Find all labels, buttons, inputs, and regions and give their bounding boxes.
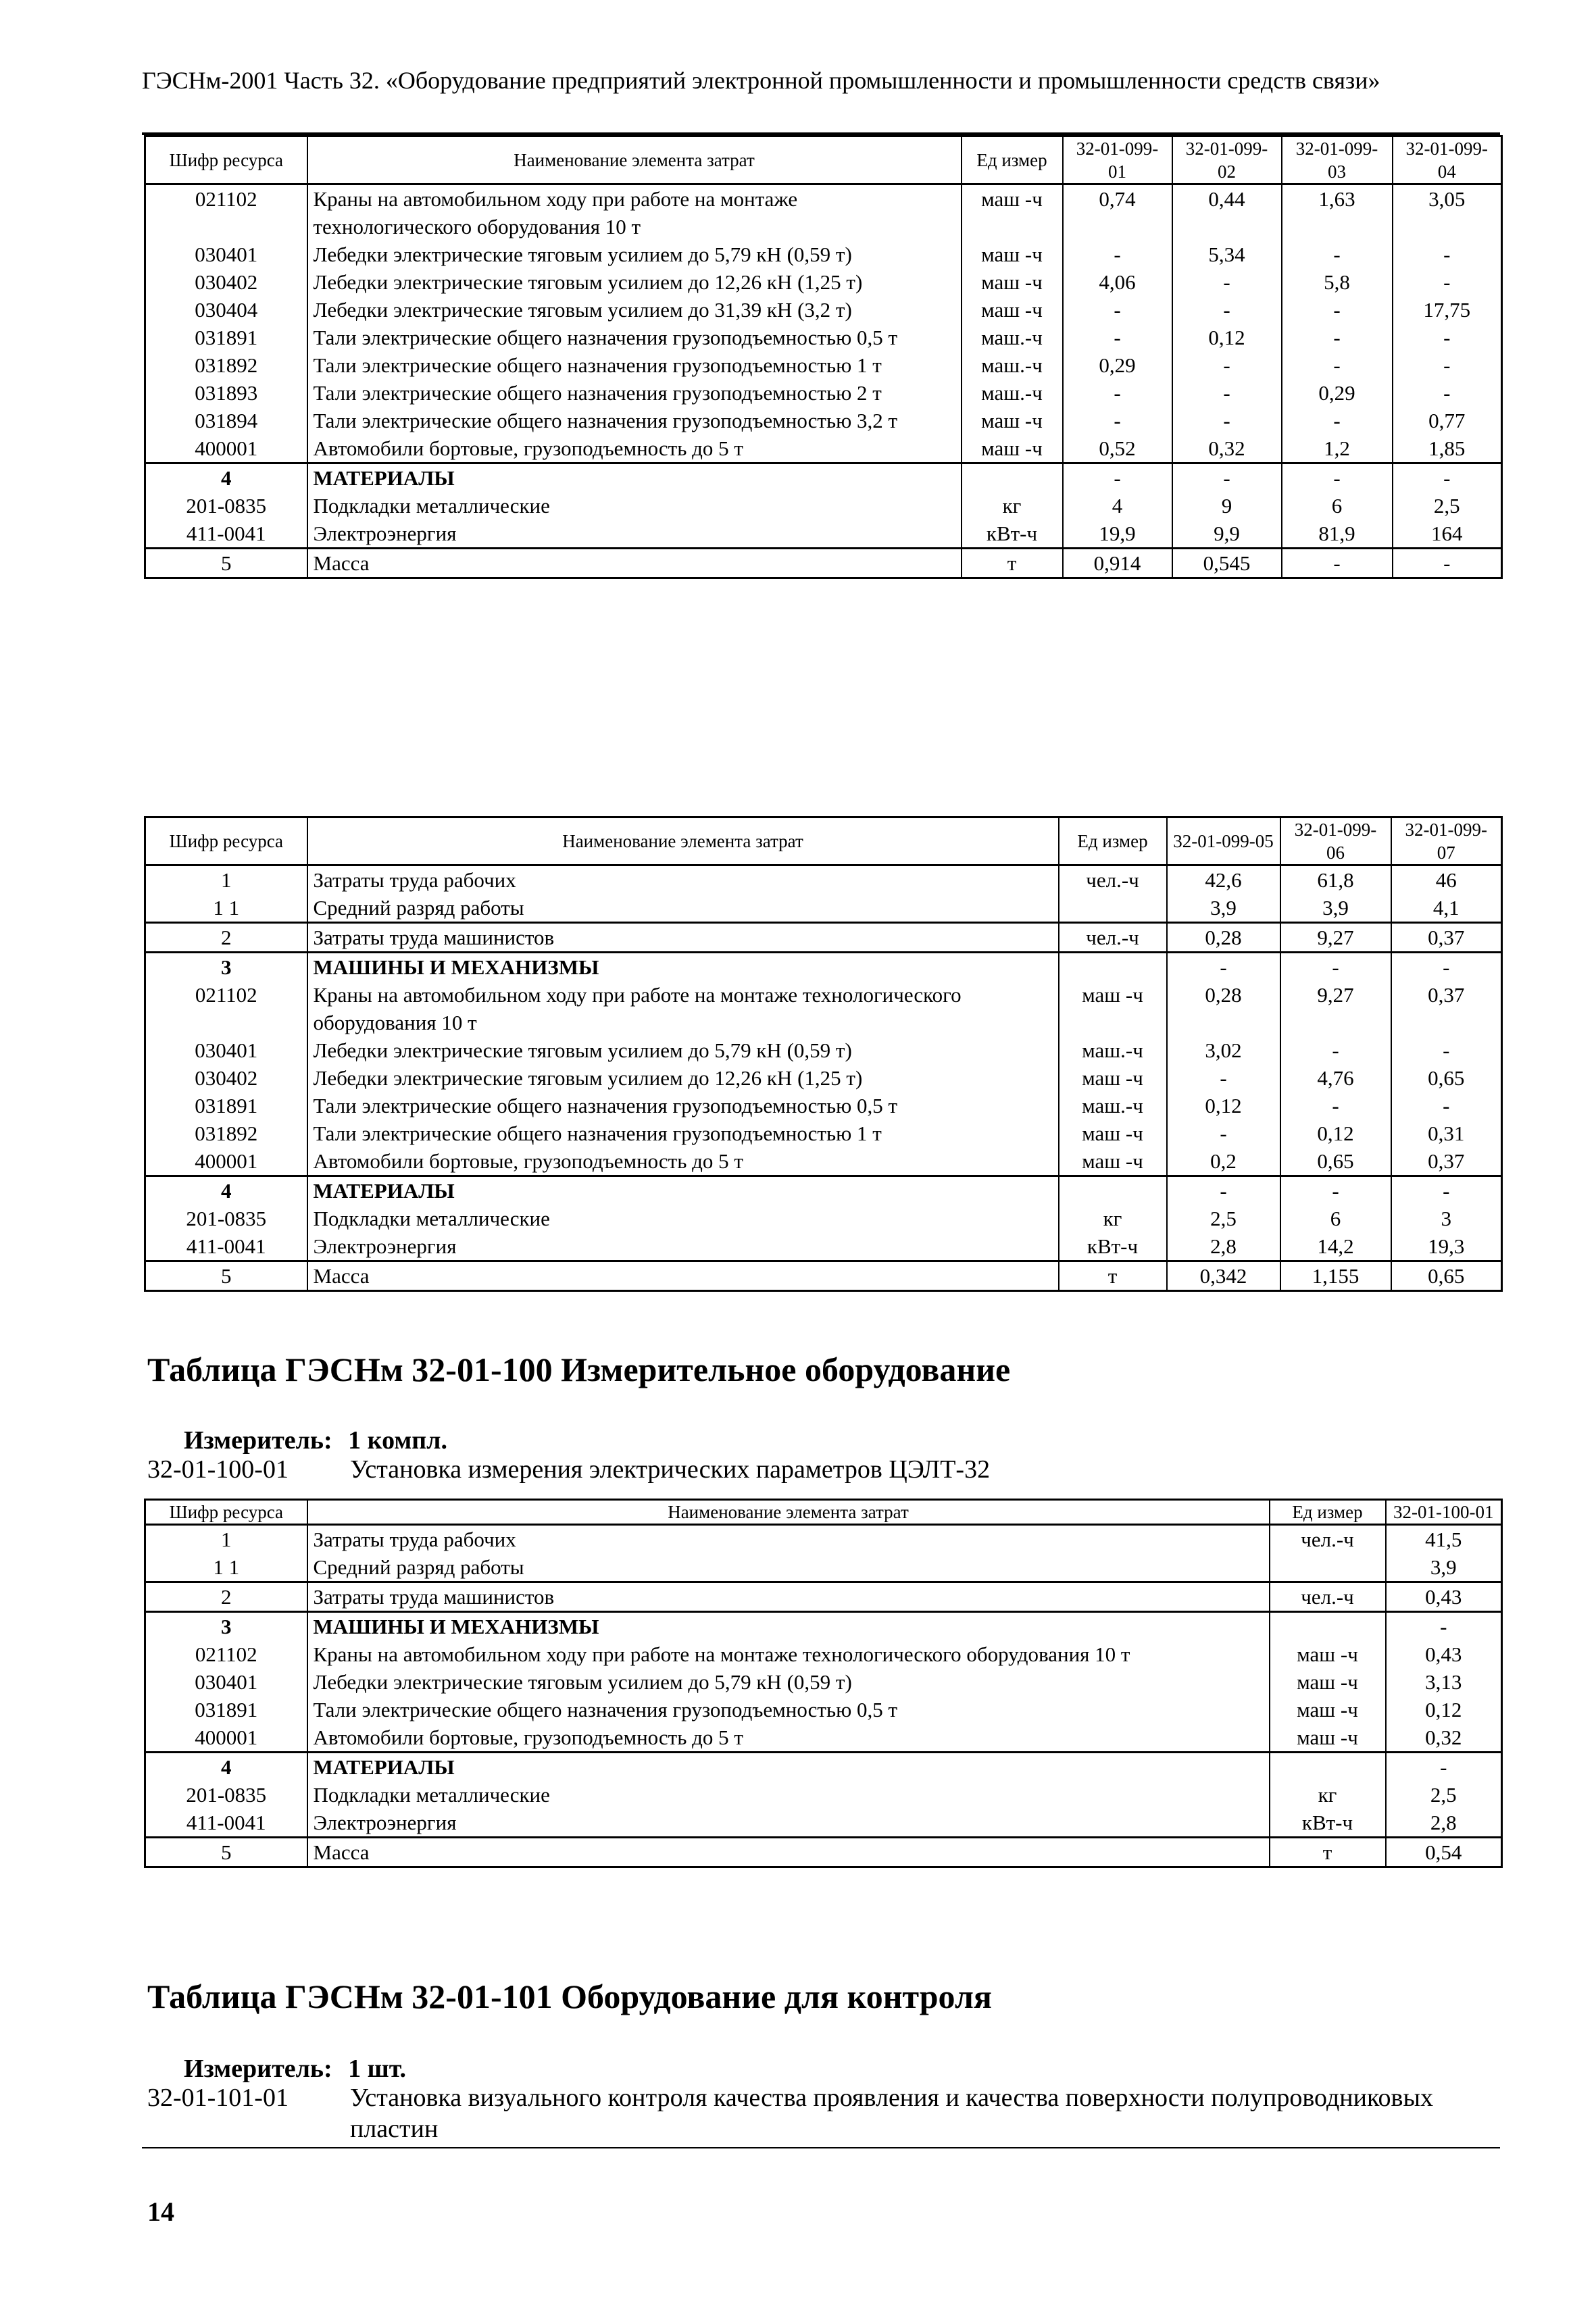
norm-value: 0,43 xyxy=(1386,1582,1502,1612)
column-header-norm: 32-01-099-07 xyxy=(1391,818,1502,865)
norm-value: 0,77 xyxy=(1393,407,1502,434)
norm-value: - xyxy=(1063,241,1172,268)
unit-cell: маш.-ч xyxy=(1059,1092,1167,1120)
resource-name: Затраты труда машинистов xyxy=(307,1582,1270,1612)
norm-value: - xyxy=(1172,351,1282,379)
unit-cell: маш -ч xyxy=(962,434,1063,463)
table-row xyxy=(145,1092,1502,1120)
unit-cell: маш -ч xyxy=(962,241,1063,268)
resource-code: 400001 xyxy=(145,1724,307,1753)
table-row xyxy=(145,324,1502,351)
page-number: 14 xyxy=(147,2196,174,2227)
unit-cell xyxy=(962,463,1063,493)
resource-code: 030402 xyxy=(145,268,307,296)
norm-value: - xyxy=(1282,549,1393,578)
table-row xyxy=(145,865,1502,895)
resource-name: Тали электрические общего назначения грузоподъемностью 0,5 т xyxy=(307,1092,1059,1120)
resource-code: 400001 xyxy=(145,434,307,463)
norm-value: 0,54 xyxy=(1386,1838,1502,1867)
norm-value: 1,85 xyxy=(1393,434,1502,463)
norm-value: 3,9 xyxy=(1167,894,1280,923)
table-row xyxy=(145,1696,1502,1724)
resource-table-100-01 xyxy=(144,1499,1503,1868)
column-header-norm: 32-01-099-02 xyxy=(1172,136,1282,184)
norm-value: - xyxy=(1393,463,1502,493)
unit-cell: маш -ч xyxy=(1270,1668,1386,1696)
unit-cell: т xyxy=(962,549,1063,578)
norm-value: 0,545 xyxy=(1172,549,1282,578)
unit-cell: кВт-ч xyxy=(1270,1809,1386,1838)
norm-value: - xyxy=(1172,379,1282,407)
table-row xyxy=(145,1205,1502,1232)
unit-cell: кг xyxy=(1270,1781,1386,1809)
resource-name: Тали электрические общего назначения грузоподъемностью 1 т xyxy=(307,351,962,379)
resource-code: 031891 xyxy=(145,324,307,351)
resource-code: 2 xyxy=(145,1582,307,1612)
resource-name: Электроэнергия xyxy=(307,520,962,549)
table-title-101: Таблица ГЭСНм 32-01-101 Оборудование для контроля xyxy=(147,1978,992,2015)
measure-value: 1 шт. xyxy=(348,2055,407,2083)
norm-value: 2,8 xyxy=(1386,1809,1502,1838)
unit-cell: т xyxy=(1270,1838,1386,1867)
table-title-100: Таблица ГЭСНм 32-01-100 Измерительное оборудование xyxy=(147,1351,1011,1388)
resource-name: Затраты труда машинистов xyxy=(307,923,1059,953)
norm-value: 6 xyxy=(1280,1205,1391,1232)
norm-value: - xyxy=(1393,549,1502,578)
measure-line-101 xyxy=(184,2054,406,2084)
norm-value: 3,13 xyxy=(1386,1668,1502,1696)
norm-value: - xyxy=(1167,1120,1280,1147)
resource-code: 031894 xyxy=(145,407,307,434)
norm-value: 3,9 xyxy=(1280,894,1391,923)
norm-value: 0,12 xyxy=(1280,1120,1391,1147)
unit-cell: чел.-ч xyxy=(1059,923,1167,953)
resource-code: 201-0835 xyxy=(145,1205,307,1232)
norm-value: 0,32 xyxy=(1172,434,1282,463)
table-row xyxy=(145,1668,1502,1696)
resource-name: Масса xyxy=(307,1261,1059,1291)
norm-value: 3,05 xyxy=(1393,184,1502,241)
unit-cell: маш.-ч xyxy=(962,351,1063,379)
unit-cell: т xyxy=(1059,1261,1167,1291)
table-row xyxy=(145,1036,1502,1064)
resource-name: Масса xyxy=(307,549,962,578)
resource-code: 030401 xyxy=(145,1036,307,1064)
norm-value: 4,76 xyxy=(1280,1064,1391,1092)
norm-value: - xyxy=(1172,463,1282,493)
resource-name: Краны на автомобильном ходу при работе на монтаже технологического оборудования 10 т xyxy=(307,1640,1270,1668)
norm-value: 0,74 xyxy=(1063,184,1172,241)
norm-value: 3 xyxy=(1391,1205,1502,1232)
resource-code: 030404 xyxy=(145,296,307,324)
resource-code: 021102 xyxy=(145,981,307,1036)
norm-value: 0,65 xyxy=(1391,1064,1502,1092)
norm-value: - xyxy=(1391,953,1502,982)
norm-value: 0,32 xyxy=(1386,1724,1502,1753)
resource-code: 2 xyxy=(145,923,307,953)
norm-value: 0,52 xyxy=(1063,434,1172,463)
resource-code: 030401 xyxy=(145,241,307,268)
column-header-norm: 32-01-099-04 xyxy=(1393,136,1502,184)
norm-value: 1,155 xyxy=(1280,1261,1391,1291)
unit-cell: кВт-ч xyxy=(1059,1232,1167,1261)
item-code: 32-01-101-01 xyxy=(147,2084,289,2112)
norm-value: 42,6 xyxy=(1167,865,1280,895)
resource-name: Тали электрические общего назначения грузоподъемностью 2 т xyxy=(307,379,962,407)
resource-code: 1 xyxy=(145,1525,307,1554)
norm-value: - xyxy=(1282,241,1393,268)
unit-cell: маш -ч xyxy=(1270,1696,1386,1724)
norm-value: 0,12 xyxy=(1167,1092,1280,1120)
norm-value: 2,5 xyxy=(1167,1205,1280,1232)
column-header-norm: 32-01-099-06 xyxy=(1280,818,1391,865)
norm-value: 2,5 xyxy=(1386,1781,1502,1809)
unit-cell: маш -ч xyxy=(1270,1640,1386,1668)
resource-code: 201-0835 xyxy=(145,1781,307,1809)
resource-code: 4 xyxy=(145,1176,307,1205)
table-row xyxy=(145,492,1502,520)
unit-cell: маш -ч xyxy=(962,407,1063,434)
unit-cell: кг xyxy=(1059,1205,1167,1232)
norm-value: - xyxy=(1280,953,1391,982)
norm-value: 1,2 xyxy=(1282,434,1393,463)
norm-value: - xyxy=(1393,268,1502,296)
norm-value: 164 xyxy=(1393,520,1502,549)
column-header-name: Наименование элемента затрат xyxy=(307,818,1059,865)
resource-code: 5 xyxy=(145,1838,307,1867)
resource-name: Тали электрические общего назначения грузоподъемностью 0,5 т xyxy=(307,1696,1270,1724)
resource-name: Краны на автомобильном ходу при работе на монтаже технологического оборудования 10 т xyxy=(307,184,962,241)
norm-value: - xyxy=(1393,351,1502,379)
norm-value: 0,28 xyxy=(1167,923,1280,953)
table-row xyxy=(145,981,1502,1036)
unit-cell: кВт-ч xyxy=(962,520,1063,549)
norm-value: 9 xyxy=(1172,492,1282,520)
norm-value: - xyxy=(1280,1036,1391,1064)
norm-value: - xyxy=(1386,1612,1502,1641)
table-row xyxy=(145,1582,1502,1612)
norm-value: 4 xyxy=(1063,492,1172,520)
norm-value: - xyxy=(1172,407,1282,434)
table-row xyxy=(145,184,1502,241)
norm-value: - xyxy=(1282,296,1393,324)
norm-value: 9,27 xyxy=(1280,981,1391,1036)
section-heading: МАТЕРИАЛЫ xyxy=(307,463,962,493)
resource-name: Затраты труда рабочих xyxy=(307,1525,1270,1554)
resource-code: 5 xyxy=(145,549,307,578)
resource-code: 201-0835 xyxy=(145,492,307,520)
norm-value: 0,65 xyxy=(1391,1261,1502,1291)
resource-code: 021102 xyxy=(145,1640,307,1668)
column-header-norm: 32-01-099-03 xyxy=(1282,136,1393,184)
norm-value: 0,44 xyxy=(1172,184,1282,241)
norm-value: 0,43 xyxy=(1386,1640,1502,1668)
norm-value: 19,3 xyxy=(1391,1232,1502,1261)
norm-value: 0,342 xyxy=(1167,1261,1280,1291)
resource-name: Тали электрические общего назначения грузоподъемностью 1 т xyxy=(307,1120,1059,1147)
unit-cell xyxy=(1270,1753,1386,1782)
column-header-code: Шифр ресурса xyxy=(145,818,307,865)
item-name: Установка измерения электрических параметров ЦЭЛТ-32 xyxy=(350,1455,991,1484)
table-row xyxy=(145,549,1502,578)
norm-value: 14,2 xyxy=(1280,1232,1391,1261)
resource-name: Средний разряд работы xyxy=(307,1553,1270,1582)
table-row xyxy=(145,1724,1502,1753)
resource-name: Подкладки металлические xyxy=(307,1205,1059,1232)
table-row xyxy=(145,1120,1502,1147)
norm-value: 0,12 xyxy=(1172,324,1282,351)
table-row xyxy=(145,1838,1502,1867)
table-row xyxy=(145,1640,1502,1668)
norm-value: - xyxy=(1063,296,1172,324)
norm-value: 46 xyxy=(1391,865,1502,895)
resource-name: Лебедки электрические тяговым усилием до 31,39 кН (3,2 т) xyxy=(307,296,962,324)
resource-name: Средний разряд работы xyxy=(307,894,1059,923)
norm-value: 1,63 xyxy=(1282,184,1393,241)
norm-value: 9,9 xyxy=(1172,520,1282,549)
norm-value: 9,27 xyxy=(1280,923,1391,953)
resource-code: 411-0041 xyxy=(145,520,307,549)
column-header-unit: Ед измер xyxy=(1270,1500,1386,1525)
norm-value: 0,65 xyxy=(1280,1147,1391,1176)
norm-value: 5,34 xyxy=(1172,241,1282,268)
unit-cell: маш -ч xyxy=(1059,1147,1167,1176)
resource-name: Лебедки электрические тяговым усилием до 5,79 кН (0,59 т) xyxy=(307,1036,1059,1064)
unit-cell: кг xyxy=(962,492,1063,520)
table-row xyxy=(145,1176,1502,1205)
resource-name: Краны на автомобильном ходу при работе на монтаже технологического оборудования 10 т xyxy=(307,981,1059,1036)
norm-value: - xyxy=(1393,379,1502,407)
resource-code: 5 xyxy=(145,1261,307,1291)
norm-value: - xyxy=(1393,241,1502,268)
resource-code: 411-0041 xyxy=(145,1809,307,1838)
column-header-unit: Ед измер xyxy=(1059,818,1167,865)
norm-value: - xyxy=(1393,324,1502,351)
resource-code: 3 xyxy=(145,953,307,982)
column-header-unit: Ед измер xyxy=(962,136,1063,184)
resource-name: Масса xyxy=(307,1838,1270,1867)
norm-value: 61,8 xyxy=(1280,865,1391,895)
resource-name: Автомобили бортовые, грузоподъемность до 5 т xyxy=(307,1724,1270,1753)
norm-value: 0,2 xyxy=(1167,1147,1280,1176)
resource-name: Подкладки металлические xyxy=(307,1781,1270,1809)
resource-code: 031893 xyxy=(145,379,307,407)
column-header-norm: 32-01-099-01 xyxy=(1063,136,1172,184)
norm-value: - xyxy=(1063,407,1172,434)
resource-code: 3 xyxy=(145,1612,307,1641)
unit-cell xyxy=(1059,1176,1167,1205)
page-header: ГЭСНм-2001 Часть 32. «Оборудование предприятий электронной промышленности и промышленности средств связи» xyxy=(142,67,1380,94)
resource-name: Тали электрические общего назначения грузоподъемностью 3,2 т xyxy=(307,407,962,434)
norm-value: - xyxy=(1282,351,1393,379)
table-row xyxy=(145,379,1502,407)
norm-value: 0,37 xyxy=(1391,981,1502,1036)
norm-value: - xyxy=(1167,1176,1280,1205)
unit-cell: маш -ч xyxy=(962,268,1063,296)
table-row xyxy=(145,1232,1502,1261)
resource-name: Лебедки электрические тяговым усилием до 5,79 кН (0,59 т) xyxy=(307,241,962,268)
table-row xyxy=(145,923,1502,953)
table-row xyxy=(145,894,1502,923)
table-row xyxy=(145,1147,1502,1176)
norm-value: 3,02 xyxy=(1167,1036,1280,1064)
column-header-code: Шифр ресурса xyxy=(145,1500,307,1525)
table-row xyxy=(145,296,1502,324)
norm-value: 19,9 xyxy=(1063,520,1172,549)
norm-value: - xyxy=(1063,463,1172,493)
bottom-rule xyxy=(142,2147,1500,2148)
norm-value: - xyxy=(1391,1036,1502,1064)
table-row xyxy=(145,1064,1502,1092)
resource-code: 1 xyxy=(145,865,307,895)
resource-code: 400001 xyxy=(145,1147,307,1176)
norm-value: 41,5 xyxy=(1386,1525,1502,1554)
measure-label: Измеритель: xyxy=(184,1426,332,1455)
norm-value: - xyxy=(1172,268,1282,296)
norm-value: 17,75 xyxy=(1393,296,1502,324)
table-row xyxy=(145,463,1502,493)
unit-cell: чел.-ч xyxy=(1270,1525,1386,1554)
unit-cell: маш -ч xyxy=(962,296,1063,324)
unit-cell: маш.-ч xyxy=(962,379,1063,407)
norm-value: 2,5 xyxy=(1393,492,1502,520)
section-heading: МАШИНЫ И МЕХАНИЗМЫ xyxy=(307,953,1059,982)
resource-name: Подкладки металлические xyxy=(307,492,962,520)
norm-value: 0,28 xyxy=(1167,981,1280,1036)
section-heading: МАТЕРИАЛЫ xyxy=(307,1753,1270,1782)
norm-value: - xyxy=(1063,379,1172,407)
resource-name: Лебедки электрические тяговым усилием до 12,26 кН (1,25 т) xyxy=(307,268,962,296)
resource-name: Затраты труда рабочих xyxy=(307,865,1059,895)
norm-value: 81,9 xyxy=(1282,520,1393,549)
norm-value: 0,31 xyxy=(1391,1120,1502,1147)
resource-code: 4 xyxy=(145,1753,307,1782)
norm-value: - xyxy=(1172,296,1282,324)
norm-value: 0,37 xyxy=(1391,1147,1502,1176)
resource-code: 021102 xyxy=(145,184,307,241)
unit-cell: маш -ч xyxy=(1059,1120,1167,1147)
norm-value: - xyxy=(1280,1176,1391,1205)
unit-cell: маш.-ч xyxy=(962,324,1063,351)
table-row xyxy=(145,407,1502,434)
table-row xyxy=(145,268,1502,296)
resource-code: 1 1 xyxy=(145,1553,307,1582)
table-row xyxy=(145,241,1502,268)
unit-cell xyxy=(1059,894,1167,923)
resource-code: 031892 xyxy=(145,351,307,379)
norm-value: - xyxy=(1282,324,1393,351)
table-row xyxy=(145,434,1502,463)
resource-code: 031891 xyxy=(145,1696,307,1724)
resource-name: Электроэнергия xyxy=(307,1232,1059,1261)
resource-table-099-01-04 xyxy=(144,135,1503,579)
norm-value: - xyxy=(1167,1064,1280,1092)
resource-name: Тали электрические общего назначения грузоподъемностью 0,5 т xyxy=(307,324,962,351)
norm-value: - xyxy=(1282,463,1393,493)
norm-value: - xyxy=(1282,407,1393,434)
resource-code: 030401 xyxy=(145,1668,307,1696)
column-header-norm: 32-01-099-05 xyxy=(1167,818,1280,865)
norm-value: - xyxy=(1391,1092,1502,1120)
resource-name: Автомобили бортовые, грузоподъемность до 5 т xyxy=(307,1147,1059,1176)
measure-label: Измеритель: xyxy=(184,2055,332,2083)
unit-cell: маш -ч xyxy=(1059,1064,1167,1092)
unit-cell: маш -ч xyxy=(1059,981,1167,1036)
resource-code: 1 1 xyxy=(145,894,307,923)
item-name: Установка визуального контроля качества проявления и качества поверхности полупроводниковых пластин xyxy=(350,2084,1433,2143)
section-heading: МАТЕРИАЛЫ xyxy=(307,1176,1059,1205)
table-row xyxy=(145,351,1502,379)
item-code: 32-01-100-01 xyxy=(147,1455,289,1484)
norm-value: - xyxy=(1386,1753,1502,1782)
table-row xyxy=(145,1753,1502,1782)
item-line-100 xyxy=(147,1454,991,1485)
table-row xyxy=(145,1261,1502,1291)
norm-value: 0,12 xyxy=(1386,1696,1502,1724)
norm-value: 0,29 xyxy=(1282,379,1393,407)
unit-cell xyxy=(1270,1553,1386,1582)
unit-cell: маш -ч xyxy=(1270,1724,1386,1753)
column-header-name: Наименование элемента затрат xyxy=(307,136,962,184)
table-row xyxy=(145,520,1502,549)
unit-cell: чел.-ч xyxy=(1059,865,1167,895)
unit-cell xyxy=(1270,1612,1386,1641)
norm-value: 4,1 xyxy=(1391,894,1502,923)
resource-name: Автомобили бортовые, грузоподъемность до 5 т xyxy=(307,434,962,463)
norm-value: - xyxy=(1167,953,1280,982)
section-heading: МАШИНЫ И МЕХАНИЗМЫ xyxy=(307,1612,1270,1641)
measure-value: 1 компл. xyxy=(348,1426,447,1455)
column-header-norm: 32-01-100-01 xyxy=(1386,1500,1502,1525)
norm-value: 0,914 xyxy=(1063,549,1172,578)
resource-name: Лебедки электрические тяговым усилием до 5,79 кН (0,59 т) xyxy=(307,1668,1270,1696)
resource-code: 4 xyxy=(145,463,307,493)
table-row xyxy=(145,1553,1502,1582)
resource-name: Электроэнергия xyxy=(307,1809,1270,1838)
norm-value: - xyxy=(1063,324,1172,351)
norm-value: 5,8 xyxy=(1282,268,1393,296)
table-row xyxy=(145,1525,1502,1554)
measure-line-100 xyxy=(184,1426,447,1455)
table-row xyxy=(145,1781,1502,1809)
norm-value: - xyxy=(1391,1176,1502,1205)
table-row xyxy=(145,953,1502,982)
unit-cell: маш -ч xyxy=(962,184,1063,241)
norm-value: 2,8 xyxy=(1167,1232,1280,1261)
norm-value: - xyxy=(1280,1092,1391,1120)
resource-code: 030402 xyxy=(145,1064,307,1092)
norm-value: 6 xyxy=(1282,492,1393,520)
column-header-code: Шифр ресурса xyxy=(145,136,307,184)
norm-value: 3,9 xyxy=(1386,1553,1502,1582)
resource-table-099-05-07 xyxy=(144,816,1503,1292)
unit-cell: маш.-ч xyxy=(1059,1036,1167,1064)
table-row xyxy=(145,1612,1502,1641)
resource-code: 031892 xyxy=(145,1120,307,1147)
norm-value: 0,29 xyxy=(1063,351,1172,379)
resource-code: 411-0041 xyxy=(145,1232,307,1261)
unit-cell xyxy=(1059,953,1167,982)
column-header-name: Наименование элемента затрат xyxy=(307,1500,1270,1525)
norm-value: 4,06 xyxy=(1063,268,1172,296)
unit-cell: чел.-ч xyxy=(1270,1582,1386,1612)
norm-value: 0,37 xyxy=(1391,923,1502,953)
resource-name: Лебедки электрические тяговым усилием до 12,26 кН (1,25 т) xyxy=(307,1064,1059,1092)
table-row xyxy=(145,1809,1502,1838)
resource-code: 031891 xyxy=(145,1092,307,1120)
